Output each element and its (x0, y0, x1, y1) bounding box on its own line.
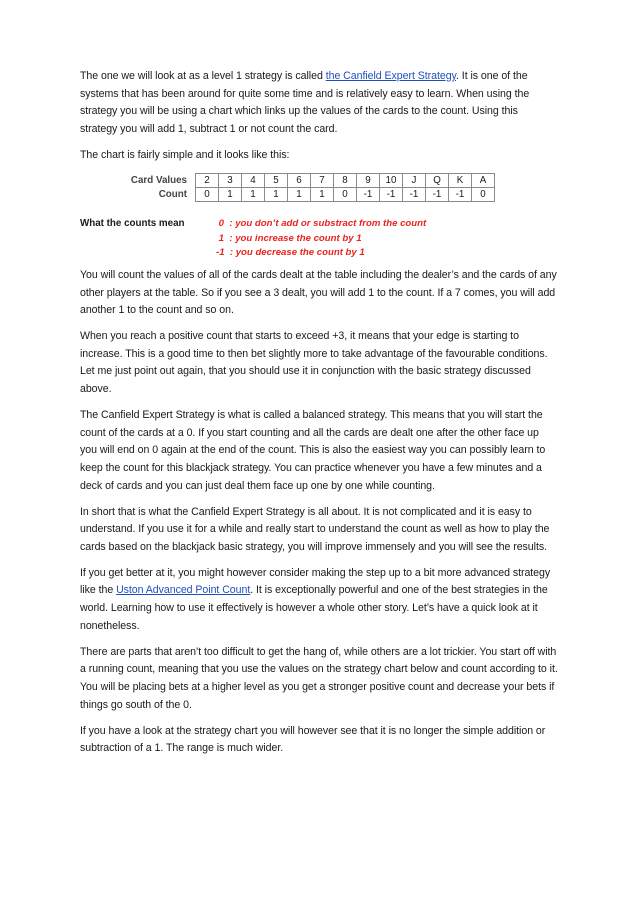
row-header-card-values: Card Values (130, 174, 187, 186)
text-span: . It is one of the systems that has been around for quite some time and is relatively easy to learn. When using the strategy you will be using a chart which links up the values of the cards to the count. Using this strategy you will add 1, subtract 1 or not count the card. (80, 70, 530, 135)
count-legend (216, 217, 426, 261)
text-span: If you get better at it, you might however consider making the step up to a bit more advanced strategy like the (80, 566, 551, 597)
card-values-table (80, 173, 495, 202)
card-value-cell: A (472, 173, 495, 187)
legend-entry-zero: 0 : you don’t add or substract from the count (216, 217, 427, 229)
count-cell: 1 (219, 187, 242, 201)
count-cell: -1 (449, 187, 472, 201)
canfield-strategy-link[interactable]: the Canfield Expert Strategy (325, 70, 457, 82)
legend-entry-minus-one: -1 : you decrease the count by 1 (216, 247, 365, 259)
count-cell: 1 (265, 187, 288, 201)
card-value-cell: Q (426, 173, 449, 187)
count-cell: 1 (311, 187, 334, 201)
legend-title: What the counts mean (80, 217, 185, 229)
card-value-cell: J (403, 173, 426, 187)
card-value-cell: K (449, 173, 472, 187)
text-span: The one we will look at as a level 1 strategy is called (80, 70, 326, 82)
legend-entry-plus-one: 1 : you increase the count by 1 (216, 232, 362, 244)
card-value-cell: 6 (288, 173, 311, 187)
count-cell: 0 (334, 187, 357, 201)
count-cell: -1 (357, 187, 380, 201)
count-cell: -1 (403, 187, 426, 201)
paragraph-positive-count: When you reach a positive count that starts to exceed +3, it means that your edge is starting to increase. This is a good time to then bet slightly more to take advantage of the favourable conditions. Let me just point out again, that you should use it in conjunction with the basic strategy discussed above. (80, 330, 548, 396)
card-value-cell: 9 (357, 173, 380, 187)
card-values-row (80, 173, 495, 187)
count-chart (80, 173, 558, 261)
card-value-cell: 2 (196, 173, 219, 187)
text-span: . It is exceptionally powerful and one of the best strategies in the world. Learning how to use it effectively is however a whole other story. Let’s have a quick look at it nonetheless. (80, 584, 548, 632)
card-value-cell: 8 (334, 173, 357, 187)
paragraph-running-count: There are parts that aren’t too difficult to get the hang of, while others are a lot trickier. You start off with a running count, meaning that you use the values on the strategy chart below and count according to it. You will be placing bets at a higher level as you get a stronger positive count and decrease your bets if things go south of the 0. (80, 645, 558, 711)
count-cell: 0 (196, 187, 219, 201)
card-value-cell: 3 (219, 173, 242, 187)
card-value-cell: 4 (242, 173, 265, 187)
paragraph-intro (80, 68, 558, 138)
count-cell: -1 (426, 187, 449, 201)
paragraph-counting: You will count the values of all of the cards dealt at the table including the dealer’s and the cards of any other players at the table. So if you see a 3 dealt, you will add 1 to the count. If a 7 comes, you will add another 1 to the count and so on. (80, 268, 557, 317)
count-cell: 1 (242, 187, 265, 201)
paragraph-range: If you have a look at the strategy chart you will however see that it is no longer the simple addition or subtraction of a 1. The range is much wider. (80, 724, 546, 755)
count-cell: 1 (288, 187, 311, 201)
count-cell: 0 (472, 187, 495, 201)
paragraph-balanced-strategy: The Canfield Expert Strategy is what is called a balanced strategy. This means that you will start the count of the cards at a 0. If you start counting and all the cards are dealt one after the other face up you will end on 0 again at the end of the count. This is also the easiest way you can possibly learn to keep the count for this blackjack strategy. You can practice whenever you have a few minutes and a deck of cards and you can just deal them face up one by one while counting. (80, 409, 546, 492)
card-value-cell: 5 (265, 173, 288, 187)
count-cell: -1 (380, 187, 403, 201)
paragraph-uston (80, 565, 558, 635)
paragraph-chart-intro: The chart is fairly simple and it looks like this: (80, 148, 290, 161)
uston-count-link[interactable]: Uston Advanced Point Count (116, 584, 251, 597)
count-row (80, 187, 495, 201)
card-value-cell: 7 (311, 173, 334, 187)
card-value-cell: 10 (380, 173, 403, 187)
row-header-count: Count (158, 188, 187, 200)
document-page (80, 68, 558, 766)
paragraph-summary: In short that is what the Canfield Expert Strategy is all about. It is not complicated and it is easy to understand. If you use it for a while and really start to understand the count as well as how to play the cards based on the blackjack basic strategy, you will improve immensely and you will see the results. (80, 505, 550, 553)
